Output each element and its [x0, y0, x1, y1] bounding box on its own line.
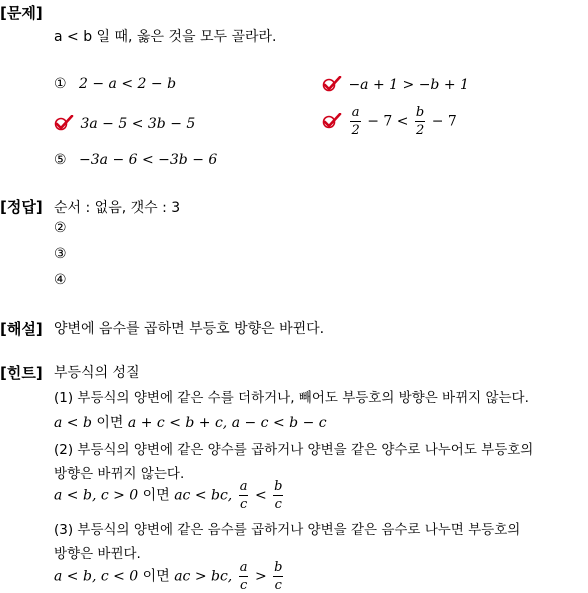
option-expression-tail: − 7	[431, 113, 457, 130]
option-2[interactable]	[322, 76, 469, 93]
answer-item: ②	[54, 220, 67, 236]
formula-then: 이면	[142, 568, 170, 585]
formula-relation: >	[254, 568, 267, 585]
problem-tag: [문제]	[0, 4, 43, 22]
hint-tag: [힌트]	[0, 364, 43, 382]
fraction-numerator: a	[351, 105, 360, 120]
option-5[interactable]	[54, 152, 217, 168]
fraction	[273, 561, 283, 592]
hint-rule-3-line-2: 방향은 바뀐다.	[54, 546, 141, 562]
fraction-denominator: c	[274, 578, 282, 593]
checkmark-icon	[54, 115, 74, 131]
formula-result: ac < bc,	[174, 487, 233, 504]
hint-rule-2-formula	[54, 480, 285, 511]
hint-rule-1: (1) 부등식의 양변에 같은 수를 더하거나, 빼어도 부등호의 방향은 바뀌지 않는다.	[54, 390, 529, 406]
fraction-bar	[415, 121, 425, 122]
option-expression: 3a − 5 < 3b − 5	[80, 116, 196, 132]
answer-summary: 순서 : 없음, 갯수 : 3	[54, 200, 181, 216]
hint-rule-3-line-1: (3) 부등식의 양변에 같은 음수를 곱하거나 양변을 같은 음수로 나누면 부등호의	[54, 522, 521, 538]
fraction	[239, 561, 249, 592]
fraction	[239, 480, 249, 511]
answer-item: ③	[54, 246, 67, 262]
fraction	[273, 480, 283, 511]
fraction	[350, 106, 360, 137]
formula-result: ac > bc,	[174, 568, 233, 585]
option-expression: −a + 1 > −b + 1	[348, 77, 469, 93]
fraction-denominator: 2	[415, 123, 425, 138]
fraction-denominator: c	[239, 578, 248, 593]
hint-rule-1-formula	[54, 412, 327, 432]
hint-rule-2-line-1: (2) 부등식의 양변에 같은 양수를 곱하거나 양변을 같은 양수로 나누어도 부등호의	[54, 442, 534, 458]
answer-tag: [정답]	[0, 198, 43, 216]
fraction-numerator: b	[274, 560, 283, 575]
fraction-denominator: c	[239, 497, 248, 512]
fraction-bar	[350, 121, 360, 122]
option-4[interactable]	[322, 106, 457, 137]
hint-rule-2-line-2: 방향은 바뀌지 않는다.	[54, 466, 185, 482]
fraction-bar	[239, 495, 249, 496]
fraction-bar	[239, 576, 249, 577]
option-number: ⑤	[54, 152, 67, 168]
formula-condition: a < b	[54, 415, 92, 431]
fraction-numerator: b	[415, 105, 425, 120]
option-expression-middle: − 7 <	[367, 113, 409, 130]
checkmark-icon	[322, 113, 342, 129]
formula-result: a + c < b + c, a − c < b − c	[127, 415, 327, 431]
option-expression: −3a − 6 < −3b − 6	[79, 152, 218, 168]
problem-question: a < b 일 때, 옳은 것을 모두 골라라.	[54, 29, 277, 45]
formula-then: 이면	[96, 415, 124, 431]
explanation-tag: [해설]	[0, 320, 43, 338]
explanation-text: 양변에 음수를 곱하면 부등호 방향은 바뀐다.	[54, 321, 325, 337]
fraction-numerator: a	[239, 479, 248, 494]
fraction-denominator: 2	[351, 123, 360, 138]
fraction-denominator: c	[274, 497, 282, 512]
fraction-numerator: b	[274, 479, 283, 494]
option-expression: 2 − a < 2 − b	[79, 76, 177, 92]
formula-condition: a < b, c > 0	[54, 487, 139, 504]
formula-then: 이면	[142, 487, 170, 504]
fraction	[415, 106, 425, 137]
fraction-bar	[273, 576, 283, 577]
checkmark-icon	[322, 76, 342, 92]
fraction-numerator: a	[239, 560, 248, 575]
option-number: ①	[54, 76, 67, 92]
hint-rule-3-formula	[54, 561, 285, 592]
formula-condition: a < b, c < 0	[54, 568, 139, 585]
option-3[interactable]	[54, 115, 195, 132]
formula-relation: <	[254, 487, 267, 504]
fraction-bar	[273, 495, 283, 496]
answer-item: ④	[54, 272, 67, 288]
hint-title: 부등식의 성질	[54, 365, 140, 381]
option-1[interactable]	[54, 76, 176, 92]
